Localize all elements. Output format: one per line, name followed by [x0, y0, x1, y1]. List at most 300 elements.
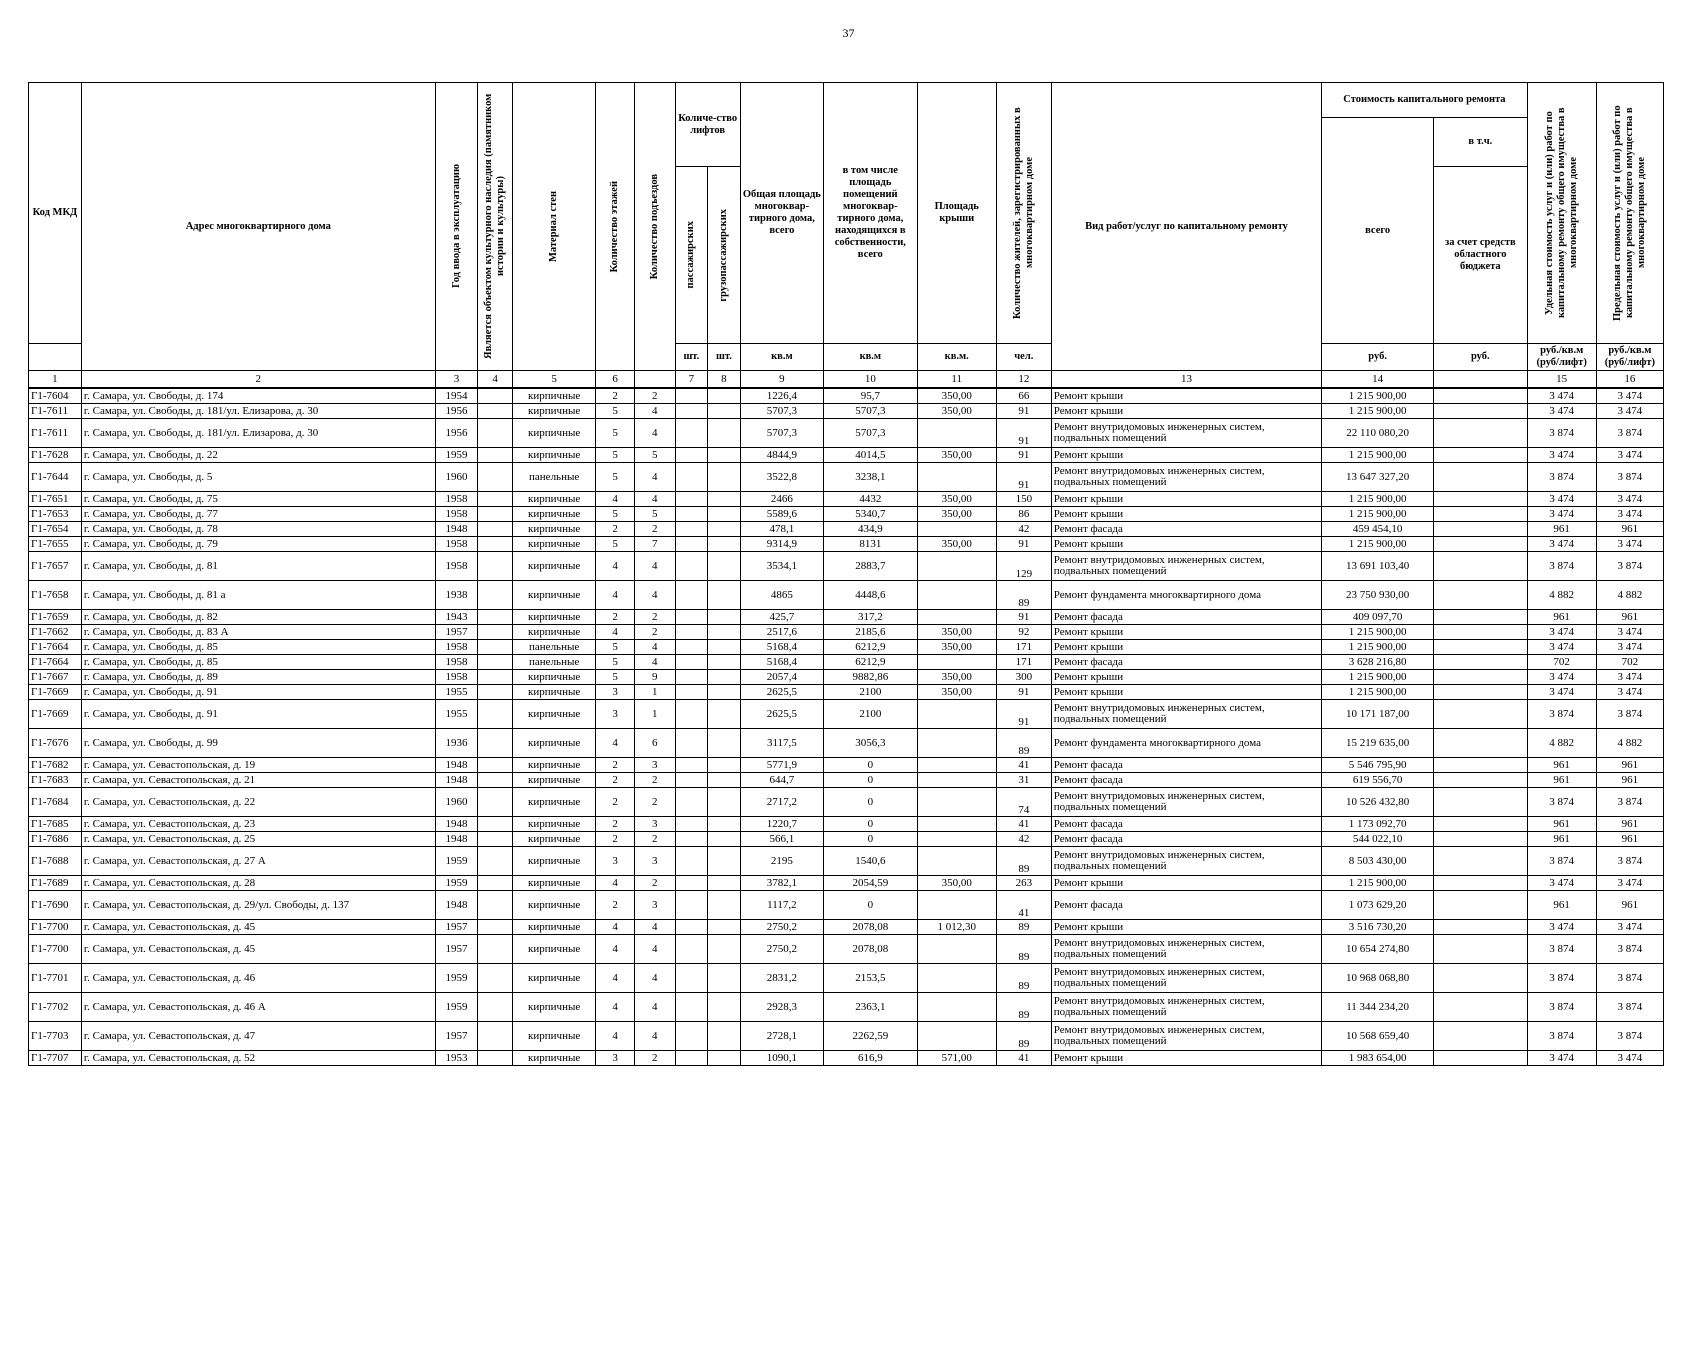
cell-cost-total: 1 215 900,00: [1322, 388, 1434, 404]
cell-material: кирпичные: [512, 1022, 595, 1051]
cell-roof-area: 350,00: [917, 685, 996, 700]
cell-cost-regional: [1434, 788, 1528, 817]
cell-year: 1955: [435, 700, 478, 729]
cell-freight: [708, 729, 741, 758]
cell-owned-area: 2153,5: [824, 964, 918, 993]
cell-total-area: 2717,2: [740, 788, 823, 817]
cell-floors: 5: [596, 419, 635, 448]
cell-work-type: Ремонт внутридомовых инженерных систем, подвальных помещений: [1051, 993, 1321, 1022]
cell-unit-cost: 702: [1527, 655, 1596, 670]
cell-cost-regional: [1434, 448, 1528, 463]
table-row: [29, 773, 1664, 788]
table-row: [29, 788, 1664, 817]
column-number: 5: [512, 371, 595, 389]
cell-cost-total: 1 215 900,00: [1322, 685, 1434, 700]
cell-year: 1943: [435, 610, 478, 625]
column-number: 12: [996, 371, 1051, 389]
cell-freight: [708, 832, 741, 847]
cell-address: г. Самара, ул. Севастопольская, д. 46: [81, 964, 435, 993]
header-unit-cost: Удельная стоимость услуг и (или) работ по капитальному ремонту общего имущества в многоквартирном доме: [1543, 107, 1579, 319]
table-row: [29, 625, 1664, 640]
cell-heritage: [478, 388, 513, 404]
cell-unit-cost: 3 474: [1527, 388, 1596, 404]
cell-heritage: [478, 552, 513, 581]
cell-total-area: 3782,1: [740, 876, 823, 891]
cell-max-cost: 3 474: [1596, 685, 1663, 700]
cell-entrances: 2: [634, 832, 675, 847]
cell-floors: 4: [596, 993, 635, 1022]
cell-material: панельные: [512, 463, 595, 492]
cell-passenger: [675, 964, 708, 993]
cell-unit-cost: 3 474: [1527, 537, 1596, 552]
cell-year: 1948: [435, 891, 478, 920]
cell-max-cost: 3 874: [1596, 552, 1663, 581]
cell-max-cost: 961: [1596, 758, 1663, 773]
cell-entrances: 4: [634, 492, 675, 507]
cell-work-type: Ремонт фасада: [1051, 522, 1321, 537]
cell-roof-area: [917, 610, 996, 625]
cell-cost-regional: [1434, 847, 1528, 876]
cell-cost-regional: [1434, 832, 1528, 847]
cell-passenger: [675, 388, 708, 404]
cell-entrances: 4: [634, 640, 675, 655]
cell-heritage: [478, 419, 513, 448]
cell-code: Г1-7703: [29, 1022, 82, 1051]
cell-heritage: [478, 670, 513, 685]
cell-entrances: 7: [634, 537, 675, 552]
cell-owned-area: 0: [824, 817, 918, 832]
cell-freight: [708, 920, 741, 935]
cell-residents: 89: [996, 581, 1051, 610]
cell-total-area: 644,7: [740, 773, 823, 788]
cell-unit-cost: 4 882: [1527, 581, 1596, 610]
cell-cost-total: 3 516 730,20: [1322, 920, 1434, 935]
cell-roof-area: 350,00: [917, 670, 996, 685]
cell-passenger: [675, 832, 708, 847]
cell-cost-regional: [1434, 610, 1528, 625]
column-number: 4: [478, 371, 513, 389]
cell-passenger: [675, 404, 708, 419]
cell-unit-cost: 3 874: [1527, 1022, 1596, 1051]
cell-entrances: 3: [634, 891, 675, 920]
cell-address: г. Самара, ул. Свободы, д. 99: [81, 729, 435, 758]
cell-floors: 3: [596, 700, 635, 729]
cell-code: Г1-7644: [29, 463, 82, 492]
cell-year: 1957: [435, 920, 478, 935]
cell-freight: [708, 404, 741, 419]
cell-residents: 91: [996, 610, 1051, 625]
cell-unit-cost: 4 882: [1527, 729, 1596, 758]
cell-total-area: 425,7: [740, 610, 823, 625]
cell-work-type: Ремонт крыши: [1051, 625, 1321, 640]
cell-max-cost: 961: [1596, 891, 1663, 920]
cell-cost-total: 10 968 068,80: [1322, 964, 1434, 993]
cell-work-type: Ремонт крыши: [1051, 404, 1321, 419]
cell-unit-cost: 3 474: [1527, 1051, 1596, 1066]
cell-max-cost: 3 874: [1596, 935, 1663, 964]
cell-year: 1936: [435, 729, 478, 758]
cell-residents: 42: [996, 832, 1051, 847]
cell-work-type: Ремонт внутридомовых инженерных систем, подвальных помещений: [1051, 1022, 1321, 1051]
cell-year: 1959: [435, 448, 478, 463]
cell-owned-area: 616,9: [824, 1051, 918, 1066]
cell-residents: 89: [996, 993, 1051, 1022]
cell-residents: 92: [996, 625, 1051, 640]
cell-code: Г1-7653: [29, 507, 82, 522]
cell-material: панельные: [512, 655, 595, 670]
cell-work-type: Ремонт фасада: [1051, 832, 1321, 847]
cell-residents: 91: [996, 404, 1051, 419]
cell-material: кирпичные: [512, 993, 595, 1022]
cell-freight: [708, 625, 741, 640]
cell-unit-cost: 3 474: [1527, 685, 1596, 700]
cell-address: г. Самара, ул. Свободы, д. 78: [81, 522, 435, 537]
cell-owned-area: 0: [824, 891, 918, 920]
cell-total-area: 4865: [740, 581, 823, 610]
cell-entrances: 2: [634, 1051, 675, 1066]
cell-work-type: Ремонт крыши: [1051, 670, 1321, 685]
cell-passenger: [675, 993, 708, 1022]
cell-year: 1958: [435, 670, 478, 685]
cell-freight: [708, 537, 741, 552]
cell-freight: [708, 993, 741, 1022]
cell-address: г. Самара, ул. Свободы, д. 181/ул. Елизарова, д. 30: [81, 404, 435, 419]
cell-entrances: 2: [634, 610, 675, 625]
cell-address: г. Самара, ул. Свободы, д. 82: [81, 610, 435, 625]
cell-unit-cost: 3 474: [1527, 640, 1596, 655]
cell-owned-area: 317,2: [824, 610, 918, 625]
cell-unit-cost: 3 474: [1527, 507, 1596, 522]
cell-residents: 41: [996, 758, 1051, 773]
cell-work-type: Ремонт крыши: [1051, 876, 1321, 891]
cell-material: кирпичные: [512, 581, 595, 610]
cell-max-cost: 3 474: [1596, 537, 1663, 552]
cell-work-type: Ремонт крыши: [1051, 920, 1321, 935]
cell-entrances: 2: [634, 876, 675, 891]
header-address: Адрес многоквартирного дома: [81, 83, 435, 371]
cell-cost-total: 11 344 234,20: [1322, 993, 1434, 1022]
cell-freight: [708, 773, 741, 788]
cell-address: г. Самара, ул. Свободы, д. 81 а: [81, 581, 435, 610]
table-row: [29, 700, 1664, 729]
cell-passenger: [675, 729, 708, 758]
cell-unit-cost: 961: [1527, 758, 1596, 773]
cell-cost-regional: [1434, 463, 1528, 492]
cell-cost-regional: [1434, 964, 1528, 993]
cell-total-area: 5168,4: [740, 655, 823, 670]
cell-material: кирпичные: [512, 1051, 595, 1066]
cell-cost-total: 3 628 216,80: [1322, 655, 1434, 670]
cell-address: г. Самара, ул. Севастопольская, д. 45: [81, 920, 435, 935]
cell-passenger: [675, 773, 708, 788]
column-number: [1434, 371, 1528, 389]
cell-year: 1958: [435, 492, 478, 507]
cell-entrances: 9: [634, 670, 675, 685]
table-row: [29, 581, 1664, 610]
cell-floors: 3: [596, 847, 635, 876]
table-row: [29, 463, 1664, 492]
header-cost-total: всего: [1322, 118, 1434, 344]
cell-roof-area: [917, 581, 996, 610]
cell-residents: 31: [996, 773, 1051, 788]
cell-unit-cost: 3 474: [1527, 448, 1596, 463]
table-row: [29, 522, 1664, 537]
cell-cost-total: 619 556,70: [1322, 773, 1434, 788]
cell-year: 1938: [435, 581, 478, 610]
table-row: [29, 758, 1664, 773]
cell-passenger: [675, 640, 708, 655]
header-heritage: Является объектом культурного наследия (памятником истории и культуры): [483, 93, 507, 360]
cell-residents: 89: [996, 729, 1051, 758]
cell-address: г. Самара, ул. Севастопольская, д. 21: [81, 773, 435, 788]
cell-residents: 86: [996, 507, 1051, 522]
cell-total-area: 5168,4: [740, 640, 823, 655]
cell-cost-total: 5 546 795,90: [1322, 758, 1434, 773]
cell-roof-area: [917, 817, 996, 832]
unit-sqm-1: кв.м: [740, 344, 823, 371]
cell-roof-area: 350,00: [917, 640, 996, 655]
cell-freight: [708, 891, 741, 920]
cell-address: г. Самара, ул. Свободы, д. 75: [81, 492, 435, 507]
cell-roof-area: 571,00: [917, 1051, 996, 1066]
cell-entrances: 3: [634, 817, 675, 832]
cell-code: Г1-7667: [29, 670, 82, 685]
cell-work-type: Ремонт внутридомовых инженерных систем, подвальных помещений: [1051, 463, 1321, 492]
cell-passenger: [675, 817, 708, 832]
cell-code: Г1-7669: [29, 700, 82, 729]
cell-residents: 41: [996, 891, 1051, 920]
table-row: [29, 832, 1664, 847]
cell-cost-regional: [1434, 640, 1528, 655]
cell-max-cost: 961: [1596, 817, 1663, 832]
cell-floors: 3: [596, 1051, 635, 1066]
cell-year: 1953: [435, 1051, 478, 1066]
cell-cost-regional: [1434, 388, 1528, 404]
cell-freight: [708, 847, 741, 876]
cell-code: Г1-7658: [29, 581, 82, 610]
cell-work-type: Ремонт фасада: [1051, 773, 1321, 788]
cell-max-cost: 961: [1596, 610, 1663, 625]
cell-total-area: 2625,5: [740, 700, 823, 729]
table-row: [29, 670, 1664, 685]
header-cost-regional: за счет средств областного бюджета: [1434, 167, 1528, 344]
cell-work-type: Ремонт внутридомовых инженерных систем, подвальных помещений: [1051, 847, 1321, 876]
cell-address: г. Самара, ул. Свободы, д. 174: [81, 388, 435, 404]
cell-code: Г1-7659: [29, 610, 82, 625]
cell-total-area: 5707,3: [740, 419, 823, 448]
cell-max-cost: 3 874: [1596, 964, 1663, 993]
column-number: 14: [1322, 371, 1434, 389]
column-number-row: [29, 371, 1664, 389]
cell-year: 1956: [435, 404, 478, 419]
column-number: 9: [740, 371, 823, 389]
cell-residents: 91: [996, 419, 1051, 448]
cell-max-cost: 961: [1596, 832, 1663, 847]
cell-material: панельные: [512, 640, 595, 655]
cell-cost-regional: [1434, 522, 1528, 537]
cell-roof-area: 350,00: [917, 876, 996, 891]
cell-year: 1959: [435, 993, 478, 1022]
cell-unit-cost: 3 874: [1527, 552, 1596, 581]
cell-owned-area: 6212,9: [824, 640, 918, 655]
cell-code: Г1-7689: [29, 876, 82, 891]
cell-owned-area: 0: [824, 832, 918, 847]
column-number: 11: [917, 371, 996, 389]
cell-passenger: [675, 847, 708, 876]
cell-material: кирпичные: [512, 670, 595, 685]
cell-owned-area: 0: [824, 758, 918, 773]
cell-owned-area: 2185,6: [824, 625, 918, 640]
cell-owned-area: 3238,1: [824, 463, 918, 492]
cell-max-cost: 3 474: [1596, 670, 1663, 685]
cell-total-area: 5707,3: [740, 404, 823, 419]
cell-address: г. Самара, ул. Севастопольская, д. 46 А: [81, 993, 435, 1022]
cell-year: 1960: [435, 788, 478, 817]
cell-freight: [708, 507, 741, 522]
cell-owned-area: 8131: [824, 537, 918, 552]
cell-work-type: Ремонт фасада: [1051, 758, 1321, 773]
cell-year: 1957: [435, 935, 478, 964]
cell-cost-total: 10 654 274,80: [1322, 935, 1434, 964]
cell-floors: 2: [596, 832, 635, 847]
cell-cost-total: 409 097,70: [1322, 610, 1434, 625]
cell-code: Г1-7611: [29, 404, 82, 419]
cell-passenger: [675, 876, 708, 891]
cell-max-cost: 961: [1596, 522, 1663, 537]
cell-heritage: [478, 993, 513, 1022]
column-number: 8: [708, 371, 741, 389]
cell-floors: 5: [596, 507, 635, 522]
cell-residents: 300: [996, 670, 1051, 685]
cell-entrances: 4: [634, 463, 675, 492]
cell-total-area: 5589,6: [740, 507, 823, 522]
cell-freight: [708, 552, 741, 581]
cell-owned-area: 6212,9: [824, 655, 918, 670]
cell-max-cost: 3 874: [1596, 463, 1663, 492]
cell-unit-cost: 3 474: [1527, 625, 1596, 640]
cell-floors: 4: [596, 876, 635, 891]
table-row: [29, 920, 1664, 935]
header-code: Код МКД: [29, 83, 82, 344]
cell-residents: 91: [996, 463, 1051, 492]
cell-address: г. Самара, ул. Свободы, д. 77: [81, 507, 435, 522]
cell-owned-area: 5340,7: [824, 507, 918, 522]
cell-total-area: 1220,7: [740, 817, 823, 832]
cell-entrances: 4: [634, 655, 675, 670]
table-row: [29, 1022, 1664, 1051]
cell-floors: 2: [596, 758, 635, 773]
cell-roof-area: [917, 552, 996, 581]
cell-roof-area: 350,00: [917, 404, 996, 419]
cell-roof-area: 350,00: [917, 507, 996, 522]
cell-cost-total: 23 750 930,00: [1322, 581, 1434, 610]
cell-cost-regional: [1434, 655, 1528, 670]
cell-residents: 91: [996, 685, 1051, 700]
cell-residents: 89: [996, 920, 1051, 935]
cell-code: Г1-7685: [29, 817, 82, 832]
cell-entrances: 1: [634, 700, 675, 729]
cell-residents: 89: [996, 964, 1051, 993]
cell-residents: 42: [996, 522, 1051, 537]
header-max-cost: Предельная стоимость услуг и (или) работ по капитальному ремонту общего имущества в многоквартирном доме: [1611, 105, 1647, 321]
header-work-type: Вид работ/услуг по капитальному ремонту: [1051, 83, 1321, 371]
header-passenger: пассажирских: [685, 221, 697, 289]
cell-roof-area: [917, 1022, 996, 1051]
cell-address: г. Самара, ул. Севастопольская, д. 23: [81, 817, 435, 832]
column-number: 15: [1527, 371, 1596, 389]
cell-unit-cost: 3 874: [1527, 935, 1596, 964]
cell-address: г. Самара, ул. Свободы, д. 91: [81, 700, 435, 729]
cell-year: 1958: [435, 640, 478, 655]
cell-floors: 2: [596, 773, 635, 788]
cell-cost-total: 459 454,10: [1322, 522, 1434, 537]
cell-total-area: 5771,9: [740, 758, 823, 773]
cell-floors: 5: [596, 670, 635, 685]
table-row: [29, 964, 1664, 993]
cell-material: кирпичные: [512, 920, 595, 935]
cell-entrances: 4: [634, 920, 675, 935]
cell-owned-area: 434,9: [824, 522, 918, 537]
table-row: [29, 993, 1664, 1022]
table-row: [29, 1051, 1664, 1066]
cell-freight: [708, 1022, 741, 1051]
cell-cost-total: 15 219 635,00: [1322, 729, 1434, 758]
cell-work-type: Ремонт фундамента многоквартирного дома: [1051, 581, 1321, 610]
cell-freight: [708, 640, 741, 655]
header-total-area: Общая площадь многоквар-тирного дома, всего: [740, 83, 823, 344]
cell-max-cost: 3 474: [1596, 448, 1663, 463]
cell-freight: [708, 419, 741, 448]
cell-heritage: [478, 581, 513, 610]
cell-material: кирпичные: [512, 388, 595, 404]
cell-passenger: [675, 788, 708, 817]
cell-address: г. Самара, ул. Севастопольская, д. 45: [81, 935, 435, 964]
cell-total-area: 3117,5: [740, 729, 823, 758]
cell-entrances: 5: [634, 448, 675, 463]
cell-heritage: [478, 463, 513, 492]
cell-freight: [708, 788, 741, 817]
cell-year: 1959: [435, 964, 478, 993]
header-residents: Количество жителей, зарегистрированных в многоквартирном доме: [1011, 107, 1035, 319]
cell-freight: [708, 758, 741, 773]
cell-code: Г1-7664: [29, 655, 82, 670]
cell-address: г. Самара, ул. Свободы, д. 5: [81, 463, 435, 492]
cell-work-type: Ремонт крыши: [1051, 492, 1321, 507]
cell-unit-cost: 3 474: [1527, 920, 1596, 935]
cell-material: кирпичные: [512, 610, 595, 625]
cell-total-area: 2466: [740, 492, 823, 507]
cell-code: Г1-7669: [29, 685, 82, 700]
cell-owned-area: 2100: [824, 685, 918, 700]
table-row: [29, 388, 1664, 404]
cell-cost-regional: [1434, 552, 1528, 581]
cell-residents: 263: [996, 876, 1051, 891]
cell-passenger: [675, 920, 708, 935]
cell-passenger: [675, 700, 708, 729]
cell-cost-regional: [1434, 625, 1528, 640]
cell-address: г. Самара, ул. Свободы, д. 181/ул. Елизарова, д. 30: [81, 419, 435, 448]
cell-owned-area: 4014,5: [824, 448, 918, 463]
cell-cost-regional: [1434, 507, 1528, 522]
cell-freight: [708, 463, 741, 492]
cell-cost-total: 10 171 187,00: [1322, 700, 1434, 729]
cell-owned-area: 2078,08: [824, 920, 918, 935]
cell-floors: 2: [596, 522, 635, 537]
cell-code: Г1-7682: [29, 758, 82, 773]
header-owned-area: в том числе площадь помещений многоквар-тирного дома, находящихся в собственности, всего: [824, 83, 918, 344]
cell-cost-regional: [1434, 700, 1528, 729]
cell-floors: 5: [596, 537, 635, 552]
